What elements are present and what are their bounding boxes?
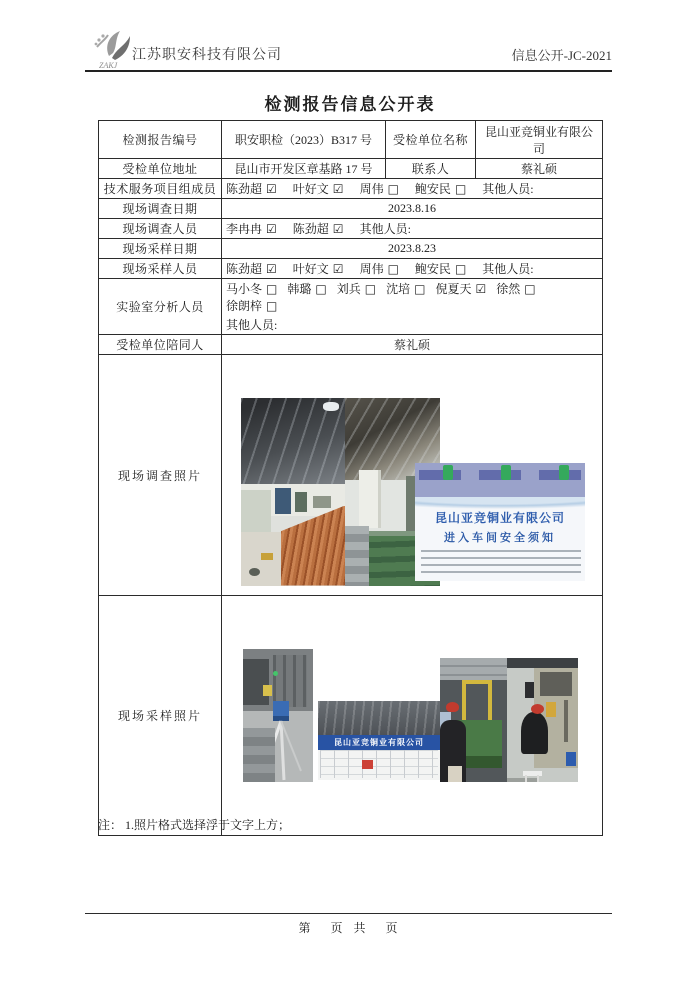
steps <box>243 728 275 782</box>
person-name: 李冉冉 <box>226 222 263 236</box>
table-row <box>99 121 603 159</box>
worker-pants <box>448 766 462 782</box>
warning-sign <box>263 685 272 696</box>
unit-addr-label: 受检单位地址 <box>99 159 222 179</box>
checkbox-icon: ☑ <box>332 262 344 276</box>
unit-name-label: 受检单位名称 <box>386 121 476 159</box>
checkbox-icon: □ <box>454 182 467 196</box>
table-row <box>99 279 603 335</box>
sign-company-text: 昆山亚竞铜业有限公司 <box>434 510 565 525</box>
sampling-device <box>273 701 289 721</box>
survey-photos-label: 现场调查照片 <box>99 355 222 596</box>
person-checkbox <box>337 282 376 296</box>
sign-tab <box>559 465 569 480</box>
lab-staff-label: 实验室分析人员 <box>99 279 222 335</box>
person-name: 陈劲超 <box>292 222 329 236</box>
survey-date-label: 现场调查日期 <box>99 199 222 219</box>
table-row <box>99 199 603 219</box>
factory-area <box>241 490 271 532</box>
checkbox-icon: ☑ <box>475 282 487 296</box>
copper-stock <box>281 506 345 586</box>
company-logo-icon <box>93 28 133 70</box>
checkbox-icon: □ <box>524 282 536 296</box>
other-personnel-label: 其他人员: <box>482 182 534 196</box>
other-personnel-label: 其他人员: <box>482 262 534 276</box>
person-name: 叶好文 <box>292 262 329 276</box>
sampling-photo-press-machine <box>507 658 578 782</box>
person-checkbox <box>415 182 466 196</box>
machine-detail <box>546 702 556 717</box>
escort-label: 受检单位陪同人 <box>99 335 222 355</box>
stool-leg <box>525 775 527 782</box>
skylight <box>323 402 339 411</box>
indicator-light <box>273 671 278 676</box>
sampling-photos-label: 现场采样照片 <box>99 596 222 836</box>
table-row <box>99 239 603 259</box>
contact-label: 联系人 <box>386 159 476 179</box>
checkbox-icon: ☑ <box>332 182 344 196</box>
red-cap <box>446 702 459 712</box>
doc-code: 信息公开-JC-2021 <box>511 48 612 63</box>
person-checkbox <box>226 262 277 276</box>
report-no-value: 职安职检（2023）B317 号 <box>222 121 386 159</box>
person-name: 陈劲超 <box>226 262 263 276</box>
company-name: 江苏职安科技有限公司 <box>132 48 282 63</box>
stool-leg <box>537 775 539 782</box>
checkbox-icon: □ <box>414 282 426 296</box>
person-checkbox <box>386 282 425 296</box>
table-row <box>99 219 603 239</box>
person-checkbox <box>226 182 277 196</box>
report-info-table <box>98 120 603 836</box>
checkbox-icon: ☑ <box>266 182 277 196</box>
survey-date-value: 2023.8.16 <box>222 199 603 219</box>
other-personnel-label: 其他人员: <box>359 222 411 236</box>
sampling-photo-banner-board <box>318 701 440 780</box>
person-name: 陈劲超 <box>226 182 263 196</box>
table-row <box>99 596 603 836</box>
other-personnel-label: 其他人员: <box>226 318 278 332</box>
person-name: 韩璐 <box>287 282 312 296</box>
bucket <box>249 568 260 576</box>
checkbox-icon: ☑ <box>266 222 277 236</box>
person-checkbox <box>226 282 277 296</box>
svg-text:ZAKJ: ZAKJ <box>99 61 118 70</box>
person-name: 鲍安民 <box>414 182 451 196</box>
person-name: 徐然 <box>496 282 521 296</box>
lab-staff-line1 <box>226 280 598 314</box>
survey-photos-area <box>222 357 602 594</box>
team-members <box>222 179 603 199</box>
checkbox-icon: □ <box>454 262 467 276</box>
checkbox-icon: □ <box>266 282 278 296</box>
checkbox-icon: ☑ <box>332 222 344 236</box>
blue-object <box>566 752 576 766</box>
person-checkbox <box>226 222 277 236</box>
checkbox-icon: □ <box>387 182 399 196</box>
machine <box>313 496 331 508</box>
escort-value: 蔡礼硕 <box>222 335 603 355</box>
person-checkbox <box>360 262 399 276</box>
lab-staff-members <box>222 279 603 335</box>
person-name: 周伟 <box>359 182 384 196</box>
page-number: 第 页 共 页 <box>298 921 402 935</box>
person-name: 马小冬 <box>226 282 263 296</box>
person-checkbox <box>226 299 277 313</box>
person-name: 鲍安民 <box>414 262 451 276</box>
floor-shadow <box>507 778 537 782</box>
report-no-label: 检测报告编号 <box>99 121 222 159</box>
table-row <box>99 259 603 279</box>
sampling-photo-tripod <box>243 649 313 782</box>
page-title: 检测报告信息公开表 <box>264 95 436 114</box>
footer-divider <box>85 913 612 914</box>
checkbox-icon: ☑ <box>266 262 277 276</box>
sampling-photos-cell <box>222 596 603 836</box>
info-table-lines <box>320 750 438 778</box>
unit-addr-value: 昆山市开发区章基路 17 号 <box>222 159 386 179</box>
sign-tab <box>501 465 511 480</box>
checkbox-icon: □ <box>315 282 327 296</box>
red-cap <box>531 704 544 714</box>
person-checkbox <box>360 182 399 196</box>
person-name: 叶好文 <box>292 182 329 196</box>
checkbox-icon: □ <box>266 299 278 313</box>
sampling-date-value: 2023.8.23 <box>222 239 603 259</box>
ceiling-beam <box>507 658 578 668</box>
metal-sheets <box>318 701 440 735</box>
sampling-photo-green-machine <box>440 658 507 782</box>
steps <box>345 526 369 586</box>
ceiling <box>440 658 507 680</box>
sampling-photos-area <box>222 597 602 834</box>
survey-staff-members <box>222 219 603 239</box>
person-checkbox <box>293 182 344 196</box>
table-row <box>99 355 603 596</box>
person-name: 刘兵 <box>336 282 361 296</box>
table-row <box>99 159 603 179</box>
person-checkbox <box>293 222 344 236</box>
person-checkbox <box>496 282 535 296</box>
page-header <box>85 26 612 72</box>
sampling-date-label: 现场采样日期 <box>99 239 222 259</box>
sign-title-text: 进入车间安全须知 <box>444 531 556 544</box>
machine <box>275 488 291 514</box>
survey-photo-safety-sign <box>415 463 585 581</box>
footnote: 注： 1.照片格式选择浮于文字上方； <box>98 818 291 832</box>
table-row <box>99 335 603 355</box>
machine <box>295 492 307 512</box>
person-checkbox <box>287 282 326 296</box>
person-name: 徐朗梓 <box>226 299 263 313</box>
cart <box>261 553 273 560</box>
contact-value: 蔡礼硕 <box>476 159 603 179</box>
checkbox-icon: □ <box>364 282 377 296</box>
sign-paragraph-lines <box>421 550 581 576</box>
red-stamp <box>362 760 373 769</box>
team-label: 技术服务项目组成员 <box>99 179 222 199</box>
machine <box>243 659 269 705</box>
checkbox-icon: □ <box>387 262 399 276</box>
survey-photo-factory-copper <box>241 398 345 586</box>
unit-name-value: 昆山亚竞铜业有限公司 <box>476 121 603 159</box>
person-checkbox <box>293 262 344 276</box>
sampling-staff-members <box>222 259 603 279</box>
survey-staff-label: 现场调查人员 <box>99 219 222 239</box>
table-row <box>99 179 603 199</box>
machine-frame <box>273 655 307 707</box>
person-checkbox <box>435 282 486 296</box>
person-name: 沈培 <box>386 282 411 296</box>
worker <box>521 712 548 754</box>
dark-box <box>525 682 534 698</box>
person-name: 周伟 <box>359 262 384 276</box>
survey-photos-cell <box>222 355 603 596</box>
pillar <box>359 470 381 528</box>
sampling-staff-label: 现场采样人员 <box>99 259 222 279</box>
person-name: 倪夏天 <box>435 282 472 296</box>
machine-slot <box>564 700 568 742</box>
person-checkbox <box>415 262 466 276</box>
banner-company-text: 昆山亚竞铜业有限公司 <box>334 738 424 747</box>
sign-tab <box>443 465 453 480</box>
press-machine-head <box>540 672 572 696</box>
